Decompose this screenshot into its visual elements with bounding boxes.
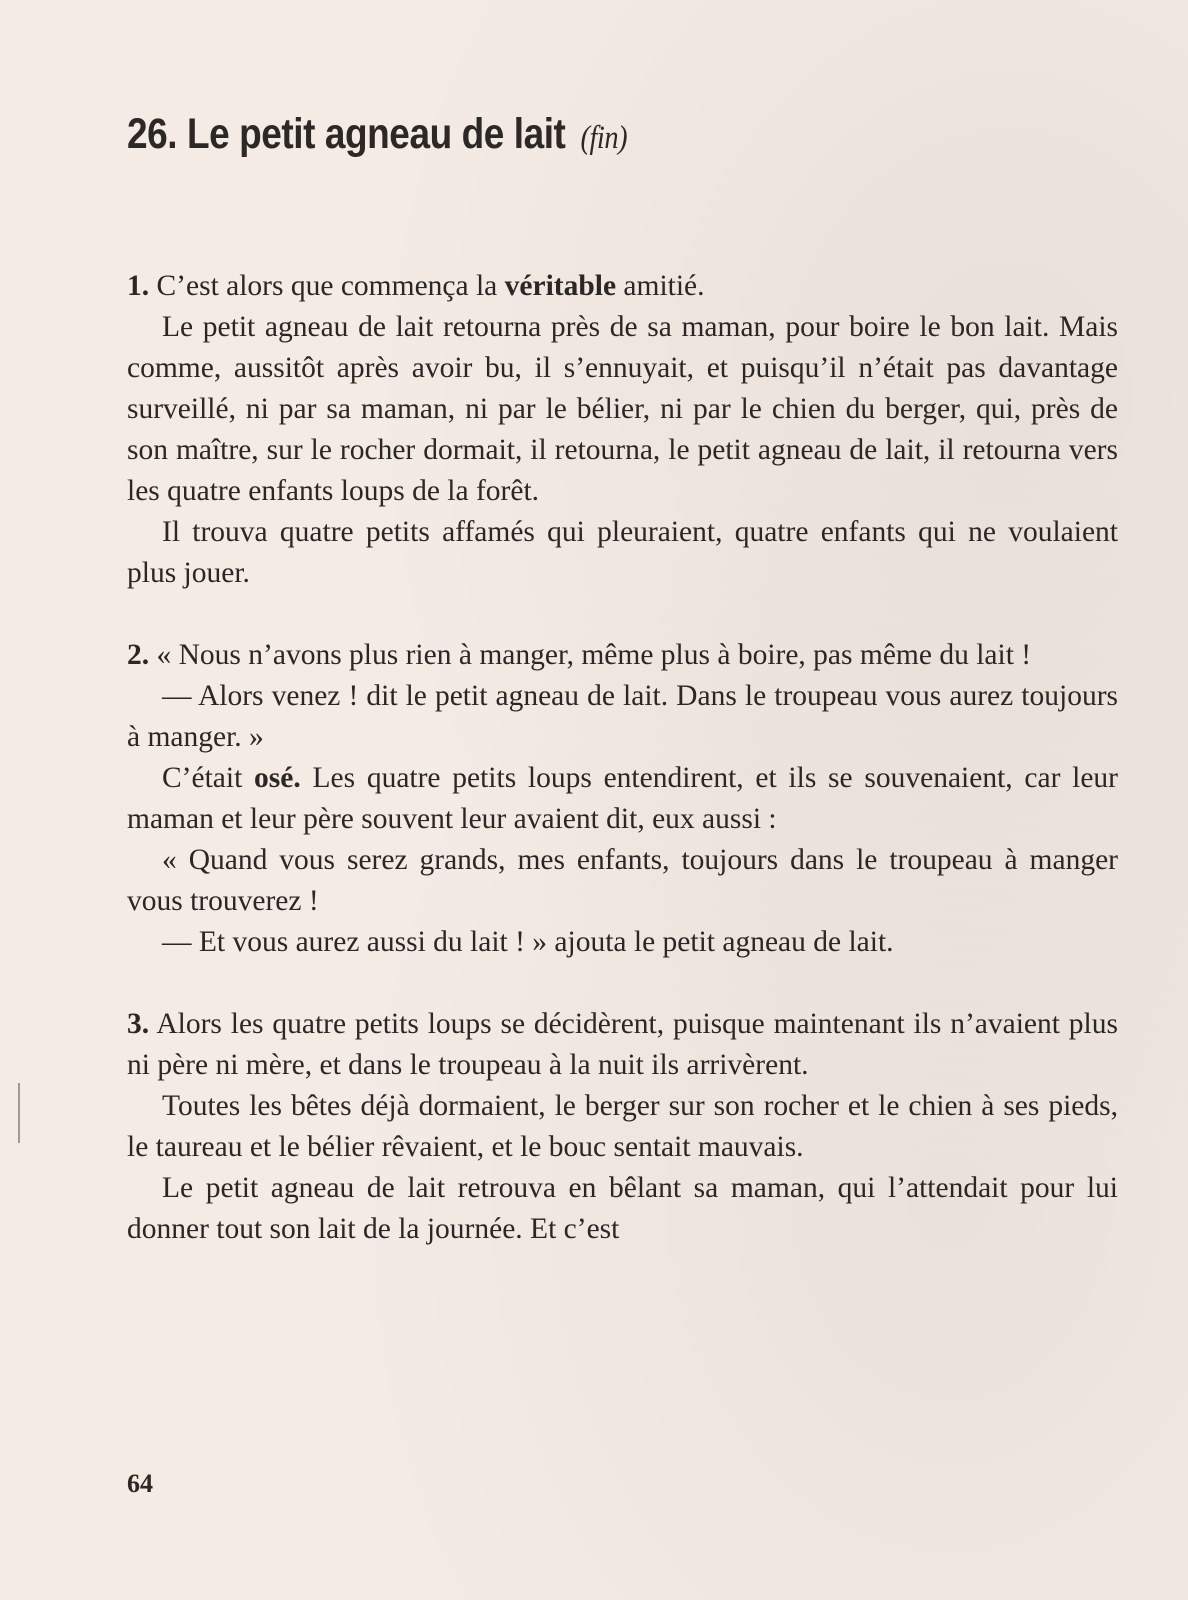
chapter-body (127, 266, 1118, 1250)
page-number: 64 (127, 1469, 153, 1498)
paragraph: — Et vous aurez aussi du lait ! » ajouta le petit agneau de lait. (162, 926, 894, 958)
vocabulary-word: véritable (504, 270, 617, 302)
chapter-title (127, 110, 627, 159)
paragraph: Toutes les bêtes déjà dormaient, le berger sur son rocher et le chien à ses pieds, le taureau et le bélier rêvaient, et le bouc sentait mauvais. (127, 1090, 1118, 1163)
paragraph: Il trouva quatre petits affamés qui pleuraient, quatre enfants qui ne voulaient plus jouer. (127, 516, 1118, 589)
section-number: 1. (127, 270, 150, 302)
section-number: 3. (127, 1008, 150, 1040)
paragraph: 1. C’est alors que commença la véritable amitié. (127, 270, 705, 302)
section-number: 2. (127, 639, 150, 671)
chapter-title-main: 26. Le petit agneau de lait (127, 110, 566, 158)
paragraph: 2. « Nous n’avons plus rien à manger, même plus à boire, pas même du lait ! (127, 639, 1032, 671)
paragraph: Le petit agneau de lait retourna près de sa maman, pour boire le bon lait. Mais comme, aussitôt après avoir bu, il s’ennuyait, et puisqu’il n’était pas davantage surveillé, ni par sa maman, ni par le bélier, ni par le chien du berger, qui, près de son maître, sur le rocher dormait, il retourna, le petit agneau de lait, il retourna vers les quatre enfants loups de la forêt. (127, 311, 1118, 507)
vocabulary-word: osé. (254, 762, 301, 794)
paragraph: « Quand vous serez grands, mes enfants, toujours dans le troupeau à manger vous trouverez ! (127, 844, 1118, 917)
chapter-title-suffix: (fin) (580, 120, 628, 156)
paragraph: — Alors venez ! dit le petit agneau de lait. Dans le troupeau vous aurez toujours à manger. » (127, 680, 1118, 753)
paragraph: C’était osé. Les quatre petits loups entendirent, et ils se souvenaient, car leur maman et leur père souvent leur avaient dit, eux aussi : (127, 762, 1119, 835)
paragraph: 3. Alors les quatre petits loups se décidèrent, puisque maintenant ils n’avaient plus ni père ni mère, et dans le troupeau à la nuit ils arrivèrent. (127, 1008, 1118, 1081)
margin-mark (18, 1083, 20, 1143)
paragraph: Le petit agneau de lait retrouva en bêlant sa maman, qui l’attendait pour lui donner tout son lait de la journée. Et c’est (127, 1172, 1118, 1245)
